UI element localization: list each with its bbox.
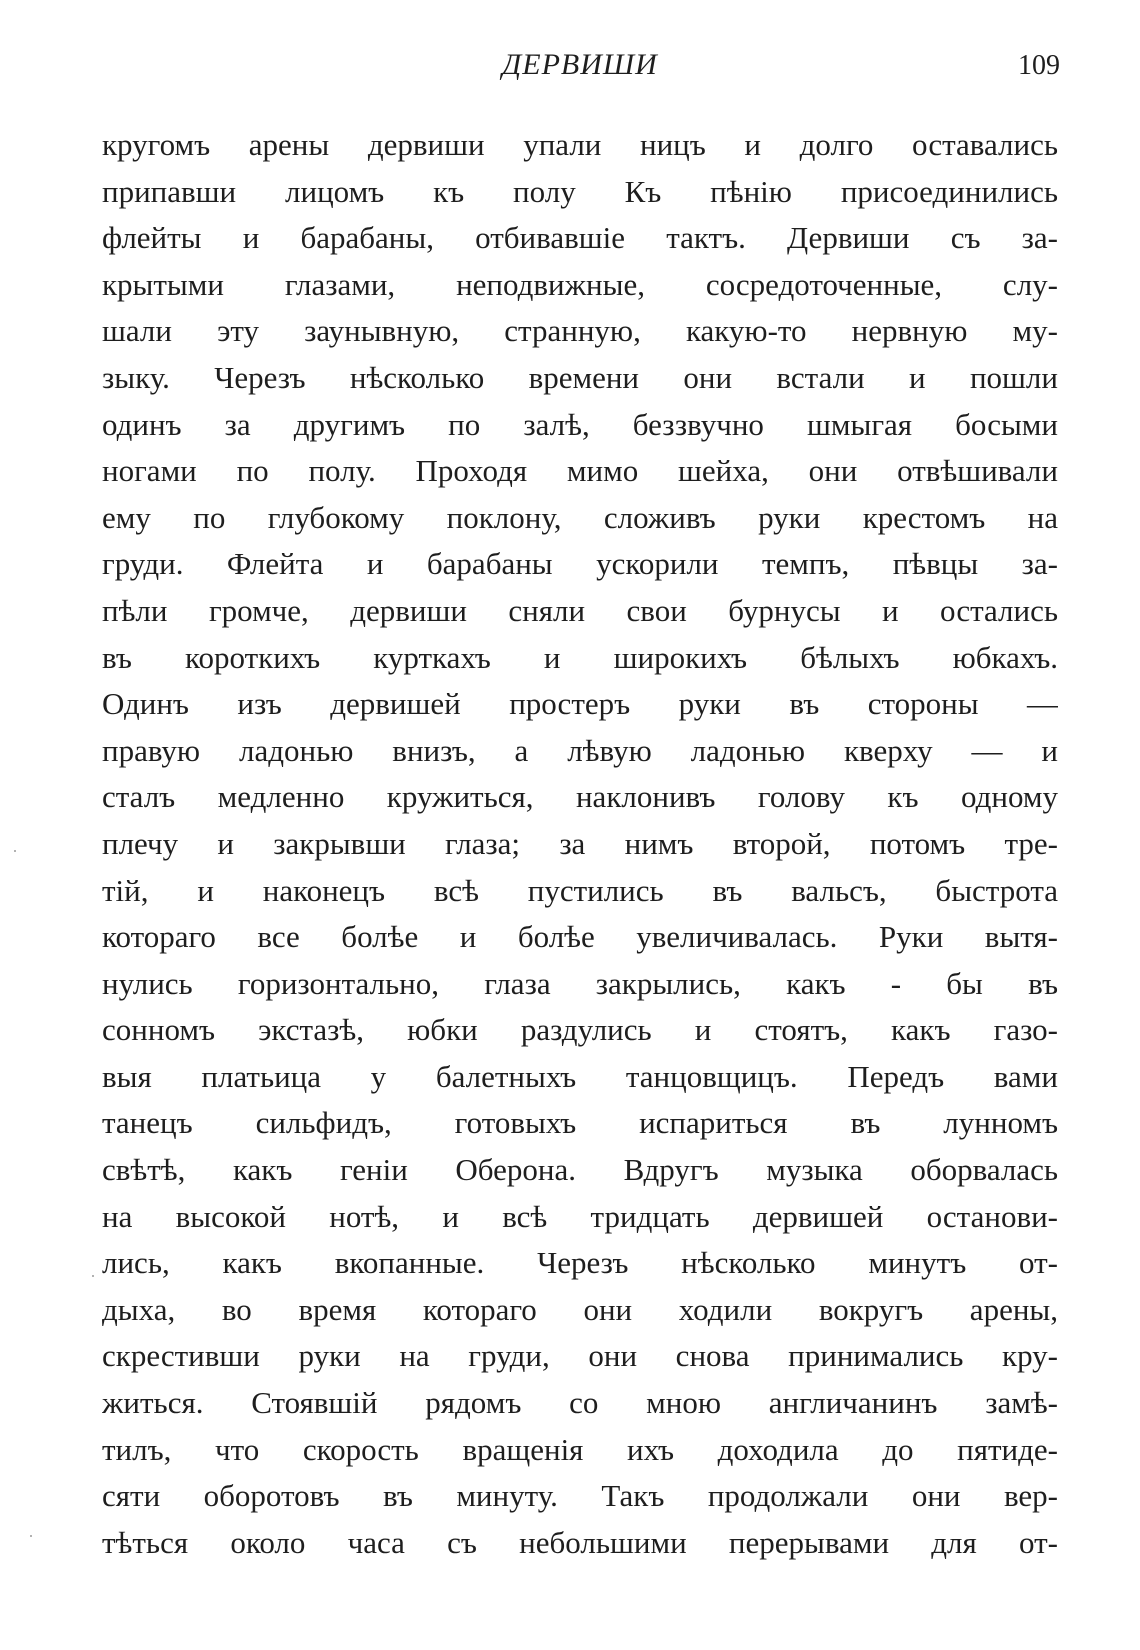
text-line: Одинъ изъ дервишей простеръ руки въ стороны — — [102, 686, 1058, 722]
text-line: плечу и закрывши глаза; за нимъ второй, потомъ тре- — [102, 825, 1058, 861]
text-line: выя платьица у балетныхъ танцовщицъ. Передъ вами — [102, 1058, 1058, 1094]
text-line: танецъ сильфидъ, готовыхъ испариться въ лунномъ — [102, 1105, 1058, 1141]
text-line: свѣтѣ, какъ геніи Оберона. Вдругъ музыка оборвалась — [102, 1152, 1058, 1188]
text-line: тилъ, что скорость вращенія ихъ доходила до пятиде- — [102, 1431, 1058, 1467]
text-line: ему по глубокому поклону, сложивъ руки крестомъ на — [102, 499, 1058, 535]
text-line: крытыми глазами, неподвижные, сосредоточенные, слу- — [102, 266, 1058, 302]
text-line: скрестивши руки на груди, они снова принимались кру- — [102, 1338, 1058, 1374]
text-line: тѣться около часа съ небольшими перерывами для от- — [102, 1524, 1058, 1560]
text-line: зыку. Черезъ нѣсколько времени они встали и пошли — [102, 359, 1058, 395]
text-line: лись, какъ вкопанные. Черезъ нѣсколько минутъ от- — [102, 1245, 1058, 1281]
text-line: шали эту заунывную, странную, какую-то нервную му- — [102, 313, 1058, 349]
paper-speck — [92, 1275, 94, 1277]
text-line: дыха, во время котораго они ходили вокругъ арены, — [102, 1291, 1058, 1327]
paper-speck — [14, 850, 16, 852]
text-line: сонномъ экстазѣ, юбки раздулись и стоятъ, какъ газо- — [102, 1012, 1058, 1048]
page-number: 109 — [1018, 50, 1060, 81]
text-line: тій, и наконецъ всѣ пустились въ вальсъ, быстрота — [102, 872, 1058, 908]
page-header — [100, 48, 1060, 88]
text-line: житься. Стоявшій рядомъ со мною англичанинъ замѣ- — [102, 1385, 1058, 1421]
text-line: на высокой нотѣ, и всѣ тридцать дервишей останови- — [102, 1198, 1058, 1234]
text-line: груди. Флейта и барабаны ускорили темпъ, пѣвцы за- — [102, 546, 1058, 582]
text-line: правую ладонью внизъ, а лѣвую ладонью кверху — и — [102, 732, 1058, 768]
paper-speck — [30, 1535, 32, 1537]
text-line: въ короткихъ курткахъ и широкихъ бѣлыхъ юбкахъ. — [102, 639, 1058, 675]
text-line: нулись горизонтально, глаза закрылись, какъ - бы въ — [102, 965, 1058, 1001]
text-line: кругомъ арены дервиши упали ницъ и долго оставались — [102, 127, 1058, 162]
text-line: пѣли громче, дервиши сняли свои бурнусы и остались — [102, 592, 1058, 628]
text-line: сяти оборотовъ въ минуту. Такъ продолжали они вер- — [102, 1478, 1058, 1514]
running-title: ДЕРВИШИ — [502, 48, 658, 81]
text-line: флейты и барабаны, отбивавшіе тактъ. Дервиши съ за- — [102, 220, 1058, 256]
text-line: припавши лицомъ къ полу Къ пѣнію присоединились — [102, 173, 1058, 209]
text-line: котораго все болѣе и болѣе увеличивалась. Руки вытя- — [102, 919, 1058, 955]
body-text — [102, 122, 1058, 1566]
text-line: одинъ за другимъ по залѣ, беззвучно шмыгая босыми — [102, 406, 1058, 442]
text-line: ногами по полу. Проходя мимо шейха, они отвѣшивали — [102, 453, 1058, 489]
text-line: сталъ медленно кружиться, наклонивъ голову къ одному — [102, 779, 1058, 815]
